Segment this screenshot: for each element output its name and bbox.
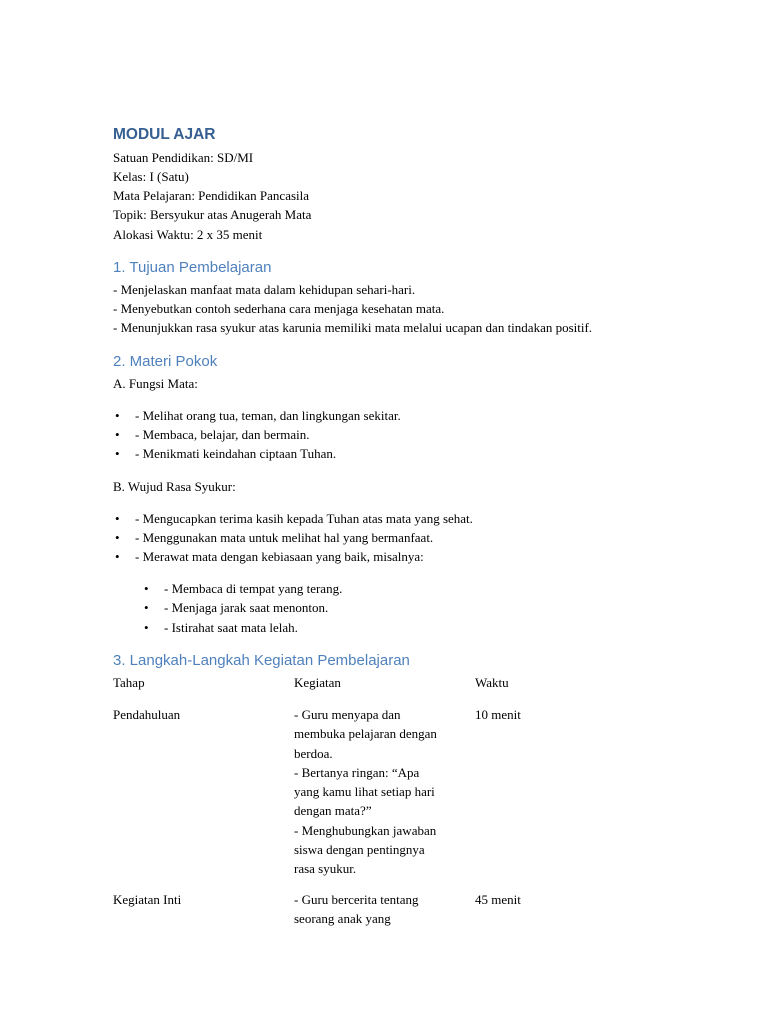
kegiatan-line: - Guru menyapa dan	[294, 707, 401, 722]
objective-line: - Menyebutkan contoh sederhana cara menjaga kesehatan mata.	[113, 301, 445, 316]
list-item: - Merawat mata dengan kebiasaan yang baik, misalnya:	[135, 549, 424, 564]
bullet-icon: •	[115, 511, 120, 526]
kegiatan-line: - Bertanya ringan: “Apa	[294, 764, 420, 780]
list-item: - Melihat orang tua, teman, dan lingkungan sekitar.	[135, 408, 401, 423]
table-header-waktu: Waktu	[475, 675, 509, 690]
section-heading: 1. Tujuan Pembelajaran	[113, 259, 272, 276]
info-line: Topik: Bersyukur atas Anugerah Mata	[113, 207, 312, 222]
kegiatan-line: berdoa.	[294, 745, 333, 761]
info-line: Kelas: I (Satu)	[113, 169, 189, 184]
info-line: Alokasi Waktu: 2 x 35 menit	[113, 227, 263, 242]
bullet-icon: •	[144, 581, 149, 596]
objective-line: - Menunjukkan rasa syukur atas karunia memiliki mata melalui ucapan dan tindakan positif.	[113, 320, 593, 335]
kegiatan-line: dengan mata?”	[294, 803, 372, 819]
nested-list-item: - Menjaga jarak saat menonton.	[164, 600, 329, 615]
kegiatan-line: membuka pelajaran dengan	[294, 726, 437, 742]
list-item: - Menggunakan mata untuk melihat hal yang bermanfaat.	[135, 530, 434, 545]
list-item: - Menikmati keindahan ciptaan Tuhan.	[135, 446, 337, 461]
nested-list-item: - Membaca di tempat yang terang.	[164, 581, 343, 596]
kegiatan-line: siswa dengan pentingnya	[294, 842, 425, 858]
section-heading: 2. Materi Pokok	[113, 353, 218, 370]
nested-list-item: - Istirahat saat mata lelah.	[164, 620, 298, 635]
kegiatan-line: rasa syukur.	[294, 861, 357, 877]
bullet-icon: •	[115, 408, 120, 423]
table-cell-kegiatan	[294, 705, 469, 879]
list-item: - Mengucapkan terima kasih kepada Tuhan atas mata yang sehat.	[135, 511, 473, 526]
info-line: Satuan Pendidikan: SD/MI	[113, 150, 254, 165]
table-cell-tahap: Pendahuluan	[113, 707, 181, 722]
kegiatan-line: yang kamu lihat setiap hari	[294, 784, 435, 800]
kegiatan-line: seorang anak yang	[294, 911, 391, 927]
bullet-icon: •	[115, 427, 120, 442]
document-title: MODUL AJAR	[113, 126, 216, 143]
bullet-icon: •	[115, 530, 120, 545]
sub-heading: A. Fungsi Mata:	[113, 376, 198, 391]
info-line: Mata Pelajaran: Pendidikan Pancasila	[113, 188, 310, 203]
section-heading: 3. Langkah-Langkah Kegiatan Pembelajaran	[113, 652, 410, 669]
bullet-icon: •	[144, 620, 149, 635]
list-item: - Membaca, belajar, dan bermain.	[135, 427, 310, 442]
table-header-kegiatan: Kegiatan	[294, 675, 341, 690]
table-cell-waktu: 10 menit	[475, 707, 521, 722]
table-cell-kegiatan	[294, 890, 469, 929]
bullet-icon: •	[144, 600, 149, 615]
kegiatan-line: - Menghubungkan jawaban	[294, 822, 437, 838]
objective-line: - Menjelaskan manfaat mata dalam kehidupan sehari-hari.	[113, 282, 416, 297]
table-cell-waktu: 45 menit	[475, 892, 521, 907]
table-header-tahap: Tahap	[113, 675, 145, 690]
table-cell-tahap: Kegiatan Inti	[113, 892, 182, 907]
kegiatan-line: - Guru bercerita tentang	[294, 892, 419, 907]
bullet-icon: •	[115, 446, 120, 461]
bullet-icon: •	[115, 549, 120, 564]
sub-heading: B. Wujud Rasa Syukur:	[113, 479, 236, 494]
